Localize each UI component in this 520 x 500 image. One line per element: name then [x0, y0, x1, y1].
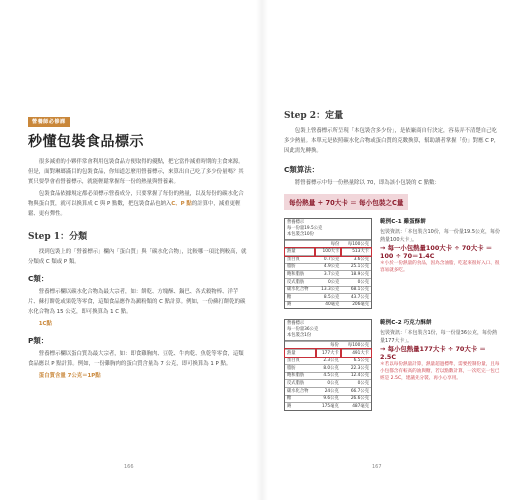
step1-title: Step 1：分類	[28, 232, 88, 242]
table-cell: 177大卡	[316, 349, 341, 357]
nutrition-table-1-head-line: 營養標示	[287, 220, 305, 225]
example-c1-title: 範例C-1 雞蛋酥餅	[380, 219, 426, 225]
table-cell: 24公克	[316, 387, 341, 395]
table-cell: 碳水化合物	[285, 286, 315, 294]
table-cell: 25.1公克	[341, 263, 371, 271]
table-cell: 鈉	[285, 301, 315, 308]
example-c2-text: 包裝資訊：「本包裝含1份，每一份量36公克，每份熱量177大卡」。	[380, 330, 498, 345]
table-row	[285, 403, 371, 410]
example-row-1	[284, 218, 500, 309]
nutrition-table-2-head-line: 本包裝含1份	[287, 333, 312, 339]
table-row	[285, 271, 371, 279]
example-c1-note: ＊小於一份熱量的食品，因為含油脂，吃起來很好入口、很容易就多吃。	[380, 261, 500, 273]
right-page	[262, 0, 520, 500]
table-cell: 每份	[316, 342, 341, 350]
nutrition-table-1-head	[285, 219, 371, 240]
table-cell: 12.4公克	[341, 372, 371, 380]
table-row	[285, 357, 371, 365]
table-cell: 熱量	[285, 349, 316, 357]
table-header-row	[285, 241, 371, 249]
nutrition-table-2-grid	[285, 341, 371, 409]
example-c2-title: 範例C-2 巧克力酥餅	[380, 320, 432, 327]
table-cell: 487毫克	[341, 403, 371, 410]
table-row	[285, 395, 371, 403]
table-cell: 8.0公克	[316, 365, 341, 373]
table-cell: 每100公克	[341, 342, 371, 350]
c-category-text: 營養標示欄以碳水化合物為最大宗者，如：餅乾、方塊酥、鍋巴、各式穀物棒、洋芋片、蘇打餅乾或果乾等零食，這類食品應作為澱粉類的 C 點計算。例如，一份蘇打餅乾的碳水化合物為 15 公克，即可換算為 1 C 點。	[28, 289, 246, 315]
table-cell: 206毫克	[341, 301, 371, 308]
table-cell: 2.3公克	[316, 357, 341, 365]
c-calc-text: 將營養標示中每一份熱量除以 70，即為該小包裝的 C 點數：	[294, 180, 440, 186]
table-cell	[285, 241, 315, 249]
step1-text: 找到包裝上的「營養標示」欄內「蛋白質」與「碳水化合物」，比較哪一項比例較高，就分類成 C 類或 P 類。	[28, 249, 247, 265]
example-row-2	[284, 319, 500, 410]
step2-title: Step 2：定量	[284, 111, 344, 121]
table-cell: 26.6公克	[341, 395, 371, 403]
table-cell: 碳水化合物	[285, 387, 316, 395]
page-title: 秒懂包裝食品標示	[28, 134, 144, 150]
table-cell: 8.5公克	[315, 294, 341, 302]
table-cell: 脂肪	[285, 263, 315, 271]
table-cell: 糖	[285, 294, 315, 302]
table-cell: 175毫克	[316, 403, 341, 410]
c-calc-title: C類算法：	[284, 165, 319, 174]
table-cell: 飽和脂肪	[285, 271, 315, 279]
table-cell	[285, 342, 316, 350]
intro-paragraph-2	[28, 189, 248, 219]
nutrition-table-2-head-line: 每一份量36公克	[287, 327, 319, 333]
nutrition-table-1-head-line: 每一份量19.5公克	[287, 226, 323, 231]
table-row	[285, 372, 371, 380]
example-c1	[380, 218, 500, 309]
table-row	[285, 278, 371, 286]
table-cell: 0公克	[316, 380, 341, 388]
p-category-highlight-line	[28, 371, 248, 381]
table-cell: 反式脂肪	[285, 380, 316, 388]
table-cell: 4.9公克	[315, 263, 341, 271]
nutrition-table-2-head-line: 營養標示	[287, 321, 305, 327]
section-tag: 營養師必修課	[28, 117, 70, 127]
table-row	[285, 294, 371, 302]
p-category-text: 營養標示欄以蛋白質為最大宗者，如：即食雞胸肉、豆乾、牛肉乾、魚乾等零食，這類食品應以 P 點計算。例如，一份雞胸肉的蛋白質含量為 7 公克，即可換算為 1 P 點。	[28, 351, 244, 367]
example-c1-text: 包裝資訊：「本包裝含10份，每一份量19.5公克，每份熱量100大卡」。	[380, 229, 500, 243]
intro-text-a: 包裝食品依據規定都必須標示營養成分，只要掌握了每份的熱量，以及每份的碳水化合物與蛋白質，就可以換算成 C 與 P 點數，把包裝食品也納入	[28, 191, 244, 207]
table-cell: 0.7公克	[315, 256, 341, 264]
table-cell: 6.5公克	[341, 357, 371, 365]
p-highlight: 蛋白質含量 7公克＝1P點	[38, 373, 101, 379]
nutrition-table-1-grid	[285, 240, 371, 308]
nutrition-table-2-head	[285, 320, 371, 341]
table-cell: 13.3公克	[315, 286, 341, 294]
table-row	[285, 263, 371, 271]
intro-text-b: 的計算中，減重更輕鬆、更有彈性。	[28, 201, 241, 217]
table-row	[285, 286, 371, 294]
table-cell: 3.7公克	[315, 271, 341, 279]
table-cell: 9.6公克	[316, 395, 341, 403]
nutrition-table-2	[284, 319, 372, 410]
intro-paragraph-1: 很多減重的小夥伴常會利用包裝食品方便取得的優點，把它當作減重時期的主食來源。但是，面對琳瑯滿目的包裝食品，你知道怎麼用營養標示，來算出自己吃了多少份量嗎？其實只要學會看營養標示，就能輕鬆掌握每一份的熱量與營養素。	[28, 159, 244, 185]
table-cell: 43.7公克	[341, 294, 371, 302]
c-category-highlight-line	[28, 319, 248, 329]
table-row	[285, 380, 371, 388]
table-cell: 蛋白質	[285, 357, 316, 365]
example-c2-note: ＊若以每份熱量計算，熱量超過標準，需要控制份量，且每小包都含有較高的油與糖，若以點數計算，一次吃完一包已經是 2.5C，建議先分裝、再小心享用。	[380, 362, 500, 382]
table-cell: 3.6公克	[341, 256, 371, 264]
table-cell: 513大卡	[341, 248, 371, 256]
example-c2-calc: → 每小包熱量177大卡 ÷ 70大卡 ＝ 2.5C	[380, 345, 486, 362]
table-row	[285, 365, 371, 373]
nutrition-table-1	[284, 218, 372, 309]
table-cell: 66.7公克	[341, 387, 371, 395]
table-cell: 0公克	[315, 278, 341, 286]
table-cell: 鈉	[285, 403, 316, 410]
c-highlight: 1C點	[38, 321, 52, 327]
table-cell: 蛋白質	[285, 256, 315, 264]
step2-text: 包裝上營養標示所呈現「本包裝含多少份」，是依廠商自行決定，容易弄不清楚自己吃多少熱量。本單元是依照碳水化合物或蛋白質的克數換算，幫助讀者掌握「份」對應 C P，因此需先轉換。	[284, 128, 500, 154]
table-cell: 0公克	[341, 278, 371, 286]
table-cell: 脂肪	[285, 365, 316, 373]
nutrition-table-1-head-line: 本包裝含10份	[287, 232, 314, 237]
table-row	[285, 349, 371, 357]
c-category-title: C類：	[28, 274, 49, 283]
table-cell: 100大卡	[315, 248, 341, 256]
page-number-left: 166	[124, 464, 134, 470]
table-cell: 糖	[285, 395, 316, 403]
table-row	[285, 301, 371, 308]
table-row	[285, 256, 371, 264]
page-number-right: 167	[372, 464, 382, 470]
table-cell: 每份	[315, 241, 341, 249]
table-row	[285, 387, 371, 395]
p-category-title: P類：	[28, 336, 49, 345]
table-cell: 反式脂肪	[285, 278, 315, 286]
table-cell: 22.3公克	[341, 365, 371, 373]
table-cell: 0公克	[341, 380, 371, 388]
table-cell: 68.1公克	[341, 286, 371, 294]
table-cell: 18.9公克	[341, 271, 371, 279]
table-row	[285, 248, 371, 256]
table-cell: 491大卡	[341, 349, 371, 357]
table-cell: 4.5公克	[316, 372, 341, 380]
table-cell: 40毫克	[315, 301, 341, 308]
example-c2	[380, 319, 500, 410]
table-cell: 飽和脂肪	[285, 372, 316, 380]
example-c1-calc: → 每一小包熱量100大卡 ÷ 70大卡 ＝ 100 ÷ 70＝1.4C	[380, 244, 493, 260]
table-cell: 每100公克	[341, 241, 371, 249]
intro-highlight: C、P 點	[171, 201, 192, 207]
table-header-row	[285, 342, 371, 350]
table-cell: 熱量	[285, 248, 315, 256]
c-formula-box: 每份熱量 ÷ 70大卡 ＝ 每小包裝之C量	[284, 194, 408, 210]
